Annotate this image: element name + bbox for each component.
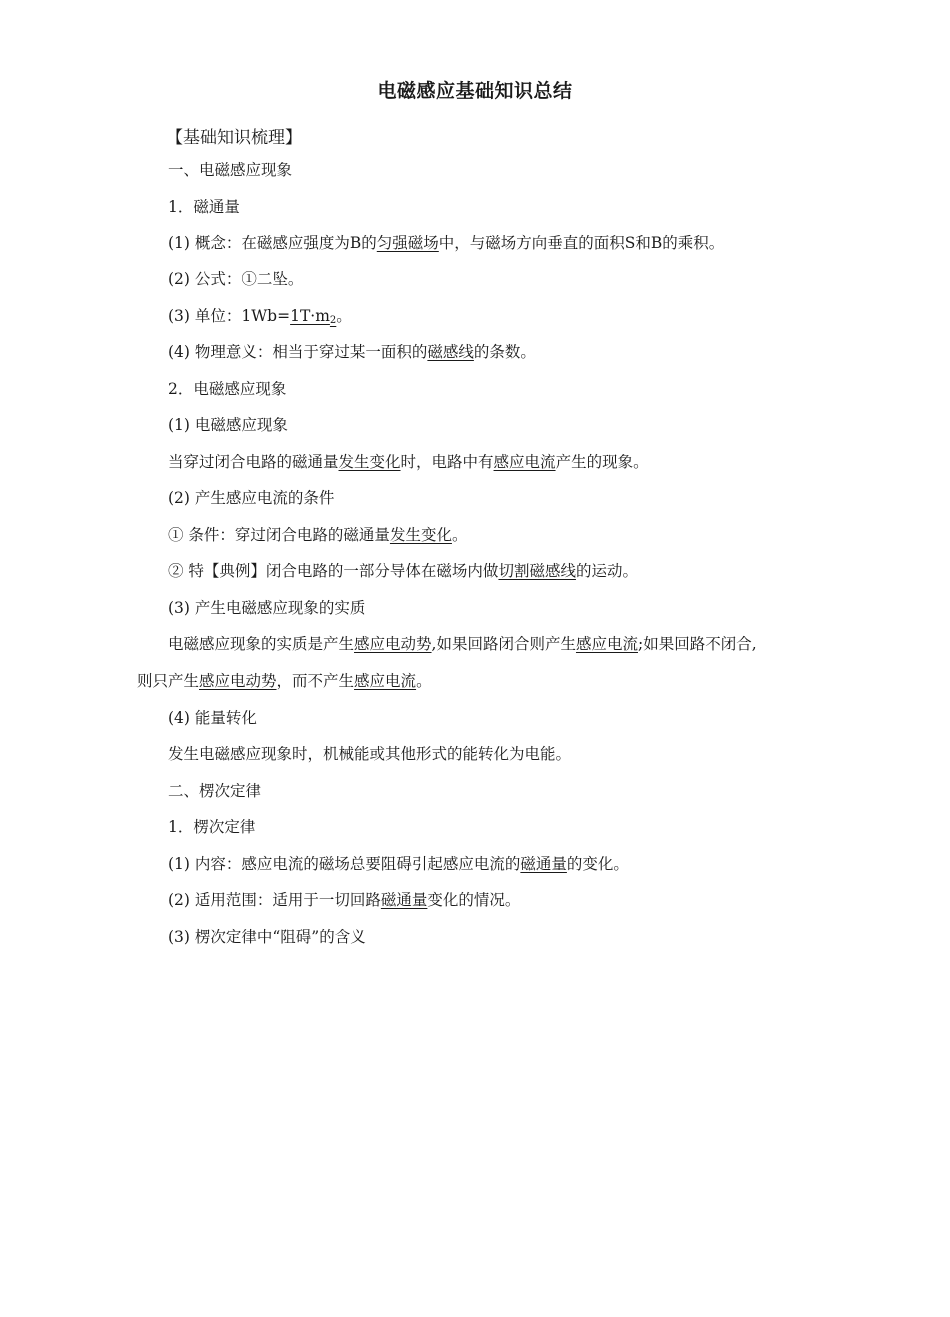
text-line — [168, 743, 571, 765]
text-segment: (1) 概念：在磁感应强度为B的 — [168, 234, 377, 252]
text-segment: (1) 内容：感应电流的磁场总要阻碍引起感应电流的 — [168, 855, 521, 873]
text-line — [168, 378, 286, 400]
text-segment: (2) 适用范围：适用于一切回路 — [168, 891, 381, 909]
text-line — [168, 816, 255, 838]
text-line — [168, 524, 467, 546]
text-line — [168, 305, 352, 332]
text-segment: 二、楞次定律 — [168, 782, 262, 800]
text-segment: (2) 公式：①二坠。 — [168, 270, 304, 288]
underlined-term: 切割磁感线 — [498, 562, 576, 580]
underlined-term: 感应电动势 — [199, 672, 277, 690]
text-segment: 1．楞次定律 — [168, 818, 256, 836]
text-segment: 中，与磁场方向垂直的面积S和B的乘积。 — [438, 234, 725, 252]
text-segment: 产生的现象。 — [555, 453, 649, 471]
underlined-term: 发生变化 — [338, 453, 401, 471]
text-segment: (3) 楞次定律中“阻碍”的含义 — [168, 928, 366, 946]
document-title: 电磁感应基础知识总结 — [377, 80, 573, 102]
underlined-term: 感应电动势 — [354, 635, 432, 653]
text-segment: 则只产生 — [137, 672, 200, 690]
text-segment: 的条数。 — [473, 343, 536, 361]
text-segment: 【基础知识梳理】 — [166, 128, 302, 148]
text-line — [168, 889, 520, 911]
text-segment: ① 条件：穿过闭合电路的磁通量 — [168, 526, 390, 544]
text-segment: 一、电磁感应现象 — [168, 161, 293, 179]
text-segment: ;如果回路不闭合, — [637, 635, 757, 653]
text-line — [168, 780, 261, 802]
text-segment: 电磁感应现象的实质是产生 — [168, 635, 355, 653]
text-segment: 1．磁通量 — [168, 198, 240, 216]
text-line — [168, 487, 334, 509]
text-line — [168, 451, 649, 473]
text-line — [168, 597, 365, 619]
text-segment: 当穿过闭合电路的磁通量 — [168, 453, 339, 471]
text-line — [168, 196, 240, 218]
underlined-term: 感应电流 — [493, 453, 556, 471]
text-segment: 2．电磁感应现象 — [168, 380, 287, 398]
text-segment: ,如果回路闭合则产生 — [431, 635, 576, 653]
text-segment: (4) 能量转化 — [168, 709, 257, 727]
text-line — [168, 633, 757, 655]
underlined-term: 感应电流 — [575, 635, 638, 653]
text-line — [168, 414, 288, 436]
underlined-term: 磁感线 — [427, 343, 474, 361]
underlined-term: 匀强磁场 — [376, 234, 439, 252]
text-segment: 。 — [416, 672, 432, 690]
text-line — [168, 707, 257, 729]
text-segment: 发生电磁感应现象时，机械能或其他形式的能转化为电能。 — [168, 745, 572, 763]
text-segment: (4) 物理意义：相当于穿过某一面积的 — [168, 343, 428, 361]
text-segment: 时，电路中有 — [400, 453, 494, 471]
text-segment: ② 特【典例】闭合电路的一部分导体在磁场内做 — [168, 562, 499, 580]
underlined-term: 1T·m — [290, 307, 330, 325]
text-line — [166, 127, 302, 149]
text-line — [168, 341, 536, 363]
text-segment: 变化的情况。 — [427, 891, 521, 909]
text-line — [168, 268, 303, 290]
text-segment: ，而不产生 — [276, 672, 355, 690]
underlined-term: 2 — [329, 315, 337, 326]
text-line — [168, 853, 629, 875]
text-line — [137, 670, 432, 692]
text-segment: 。 — [336, 307, 352, 325]
text-line — [168, 232, 724, 254]
text-segment: (1) 电磁感应现象 — [168, 416, 288, 434]
text-line — [168, 560, 638, 582]
underlined-term: 发生变化 — [389, 526, 452, 544]
text-segment: 。 — [451, 526, 468, 544]
underlined-term: 磁通量 — [520, 855, 567, 873]
text-segment: (3) 单位：1Wb= — [168, 307, 291, 325]
text-line — [168, 926, 366, 948]
underlined-term: 磁通量 — [380, 891, 428, 909]
text-segment: 的变化。 — [566, 855, 629, 873]
text-segment: (3) 产生电磁感应现象的实质 — [168, 599, 366, 617]
text-segment: (2) 产生感应电流的条件 — [168, 489, 335, 507]
text-line — [168, 159, 292, 181]
text-segment: 的运动。 — [575, 562, 638, 580]
underlined-term: 感应电流 — [354, 672, 417, 690]
